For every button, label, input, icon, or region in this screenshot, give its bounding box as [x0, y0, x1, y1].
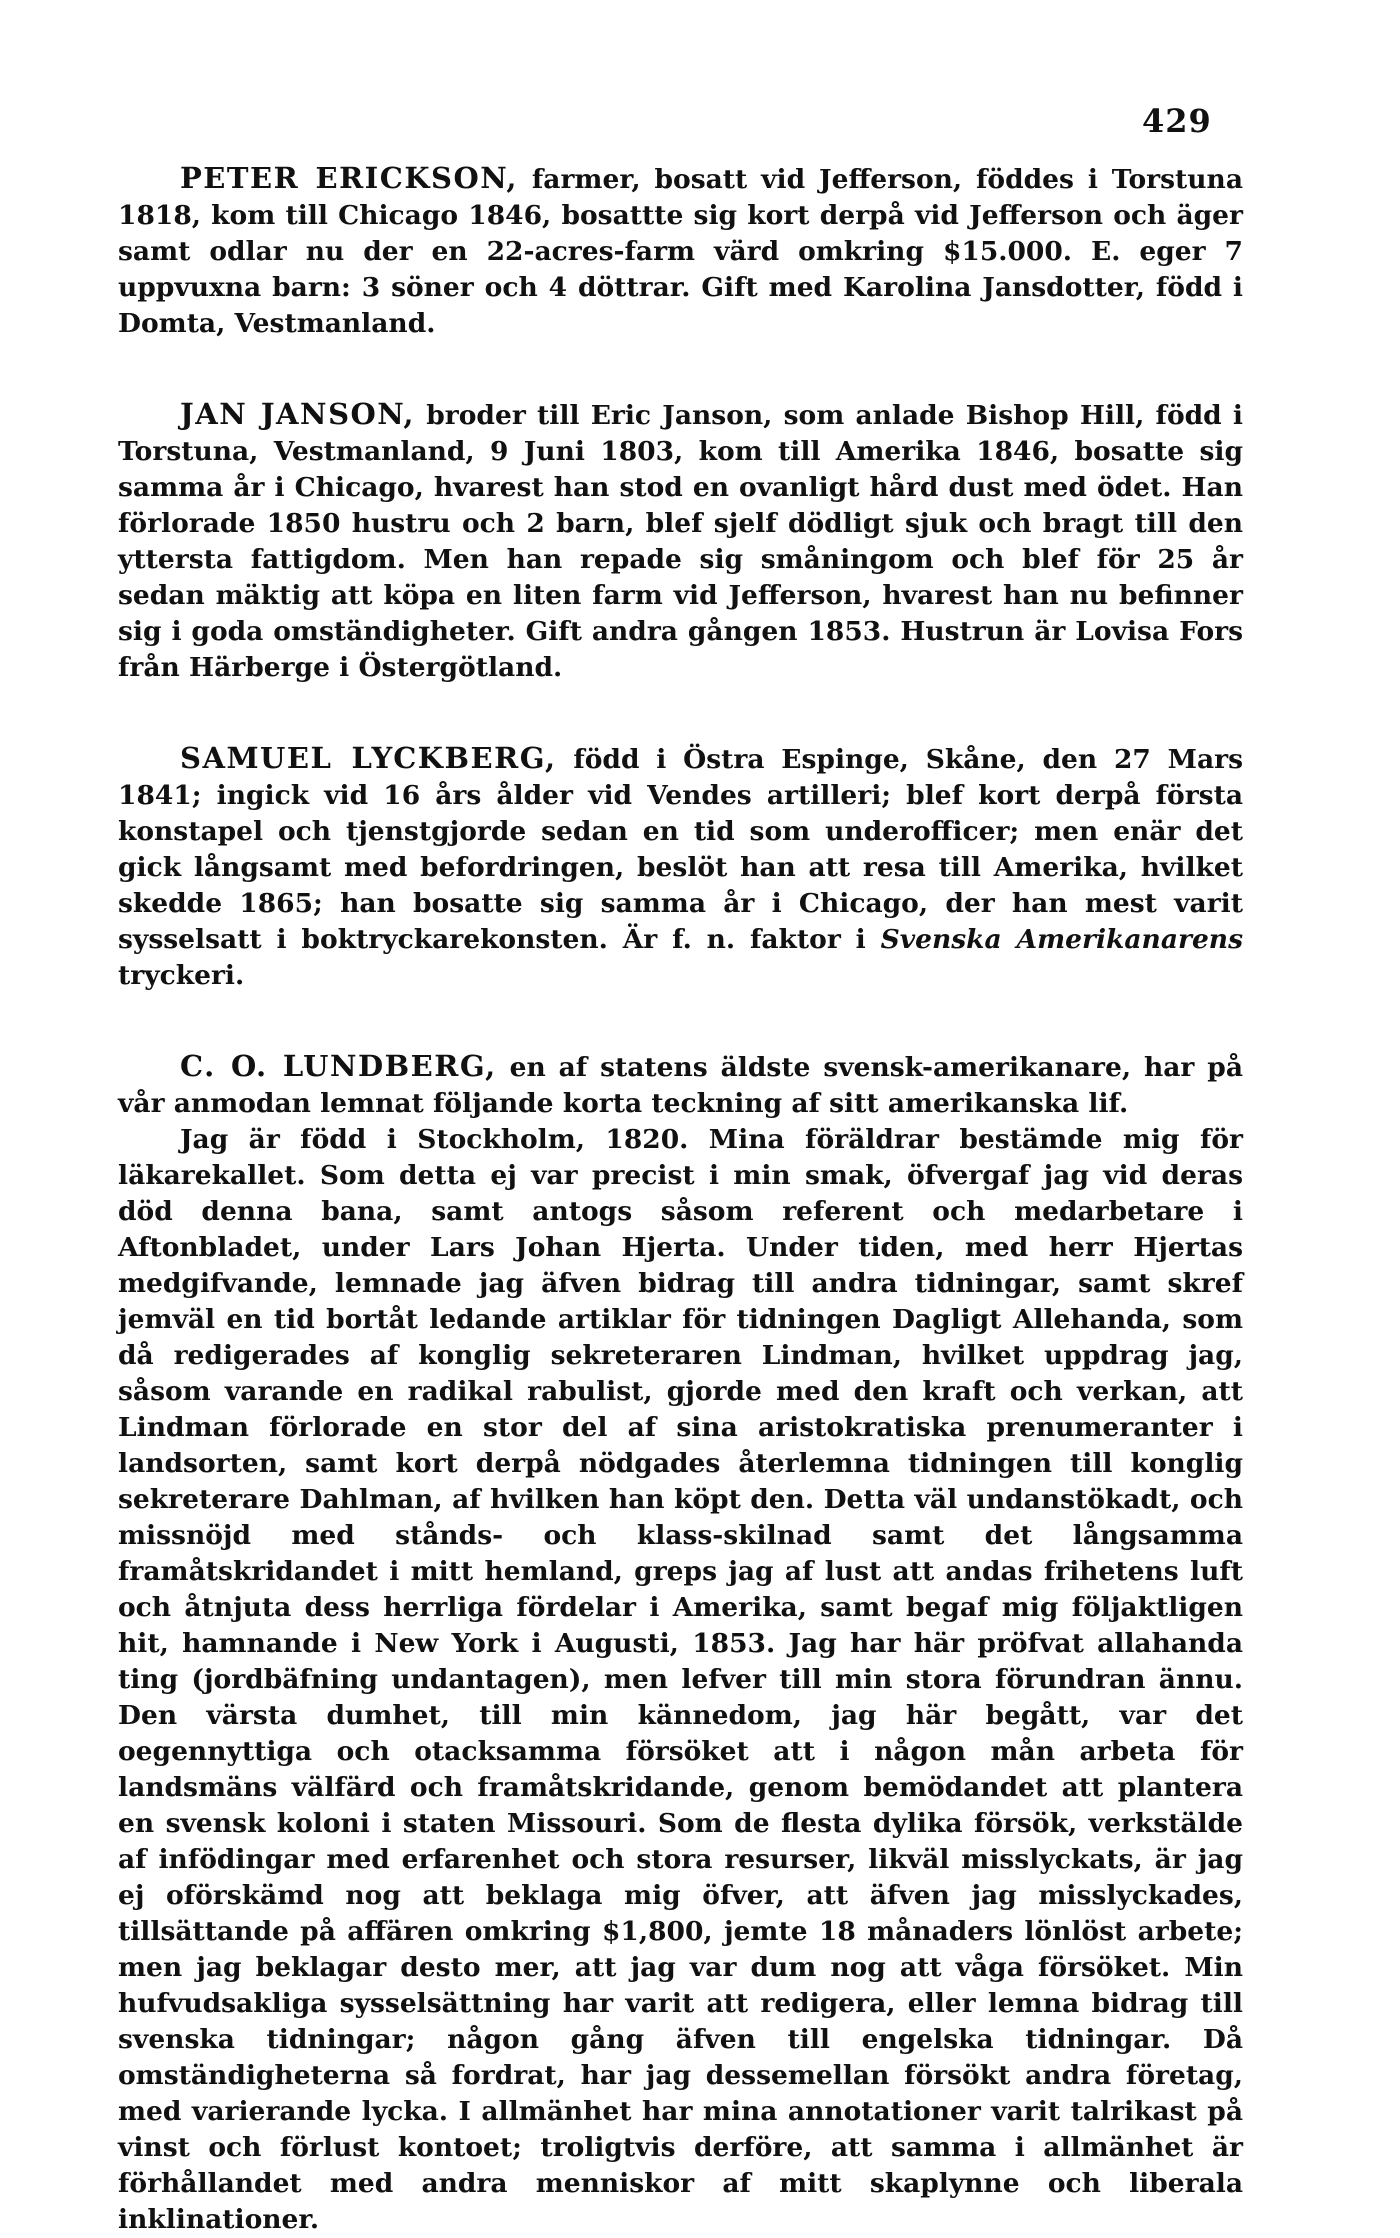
entry-name: JAN JANSON, [180, 397, 416, 431]
entry-co-lundberg [118, 1048, 1243, 2238]
page-number: 429 [1142, 102, 1212, 140]
entry-samuel-lyckberg [118, 740, 1243, 994]
entry-paragraph [118, 740, 1243, 994]
entry-continuation: Jag är född i Stockholm, 1820. Mina föräldrar bestämde mig för läkarekallet. Som detta ej var precist i min smak, öfvergaf jag vid deras död denna bana, samt antogs såsom referent och medarbetare i Aftonbladet, under Lars Johan Hjerta. Under tiden, med herr Hjertas medgifvande, lemnade jag äfven bidrag till andra tidningar, samt skref jemväl en tid bortåt ledande artiklar för tidningen Dagligt Allehanda, som då redigerades af konglig sekreteraren Lindman, hvilket uppdrag jag, såsom varande en radikal rabulist, gjorde med den kraft och verkan, att Lindman förlorade en stor del af sina aristokratiska prenumeranter i landsorten, samt kort derpå nödgades återlemna tidningen till konglig sekreterare Dahlman, af hvilken han köpt den. Detta väl undanstökadt, och missnöjd med stånds- och klass-skilnad samt det långsamma framåtskridandet i mitt hemland, greps jag af lust att andas frihetens luft och åtnjuta dess herrliga fördelar i Amerika, samt begaf mig följaktligen hit, hamnande i New York i Augusti, 1853. Jag har här pröfvat allahanda ting (jordbäfning undantagen), men lefver till min stora förundran ännu. Den värsta dumhet, till min kännedom, jag här begått, var det oegennyttiga och otacksamma försöket att i någon mån arbeta för landsmäns välfärd och framåtskridande, genom bemödandet att plantera en svensk koloni i staten Missouri. Som de flesta dylika försök, verkstälde af infödingar med erfarenhet och stora resurser, likväl misslyckats, är jag ej oförskämd nog att beklaga mig öfver, att äfven jag misslyckades, tillsättande på affären omkring $1,800, jemte 18 månaders lönlöst arbete; men jag beklagar desto mer, att jag var dum nog att våga försöket. Min hufvudsakliga sysselsättning har varit att redigera, eller lemna bidrag till svenska tidningar; någon gång äfven till engelska tidningar. Då omständigheterna så fordrat, har jag dessemellan försökt andra företag, med varierande lycka. I allmänhet har mina annotationer varit talrikast på vinst och förlust kontoet; troligtvis derföre, att samma i allmänhet är förhållandet med andra menniskor af mitt skaplynne och liberala inklinationer. [118, 1124, 1243, 2235]
text-block [118, 160, 1243, 2238]
entry-name: C. O. LUNDBERG, [180, 1049, 497, 1083]
entry-text: född i Östra Espinge, Skåne, den 27 Mars 1841; ingick vid 16 års ålder vid Vendes artilleri; blef kort derpå första konstapel och tjenstgjorde sedan en tid som underofficer; men enär det gick långsamt med befordringen, beslöt han att resa till Amerika, hvilket skedde 1865; han bosatte sig samma år i Chicago, der han mest varit sysselsatt i boktryckarekonsten. Är f. n. faktor i [118, 744, 1244, 955]
entry-paragraph [118, 1048, 1243, 1122]
entry-name: PETER ERICKSON, [180, 161, 518, 195]
entry-name: SAMUEL LYCKBERG, [180, 741, 557, 775]
entry-italic-text: Svenska Amerikanarens [880, 924, 1243, 955]
entry-text: en af statens äldste svensk-amerikanare, har på vår anmodan lemnat följande korta teckning af sitt amerikanska lif. [118, 1052, 1243, 1119]
entry-peter-erickson [118, 160, 1243, 342]
entry-text: farmer, bosatt vid Jefferson, föddes i Torstuna 1818, kom till Chicago 1846, bosattte sig kort derpå vid Jefferson och äger samt odlar nu der en 22-acres-farm värd omkring $15.000. E. eger 7 uppvuxna barn: 3 söner och 4 döttrar. Gift med Karolina Jansdotter, född i Domta, Vestmanland. [118, 164, 1243, 339]
entry-jan-janson [118, 396, 1243, 686]
entry-paragraph [118, 160, 1243, 342]
entry-text-after: tryckeri. [118, 960, 245, 991]
entry-paragraph [118, 396, 1243, 686]
entry-text: broder till Eric Janson, som anlade Bishop Hill, född i Torstuna, Vestmanland, 9 Juni 1803, kom till Amerika 1846, bosatte sig samma år i Chicago, hvarest han stod en ovanligt hård dust med ödet. Han förlorade 1850 hustru och 2 barn, blef sjelf dödligt sjuk och bragt till den yttersta fattigdom. Men han repade sig småningom och blef för 25 år sedan mäktig att köpa en liten farm vid Jefferson, hvarest han nu befinner sig i goda omständigheter. Gift andra gången 1853. Hustrun är Lovisa Fors från Härberge i Östergötland. [118, 400, 1243, 683]
